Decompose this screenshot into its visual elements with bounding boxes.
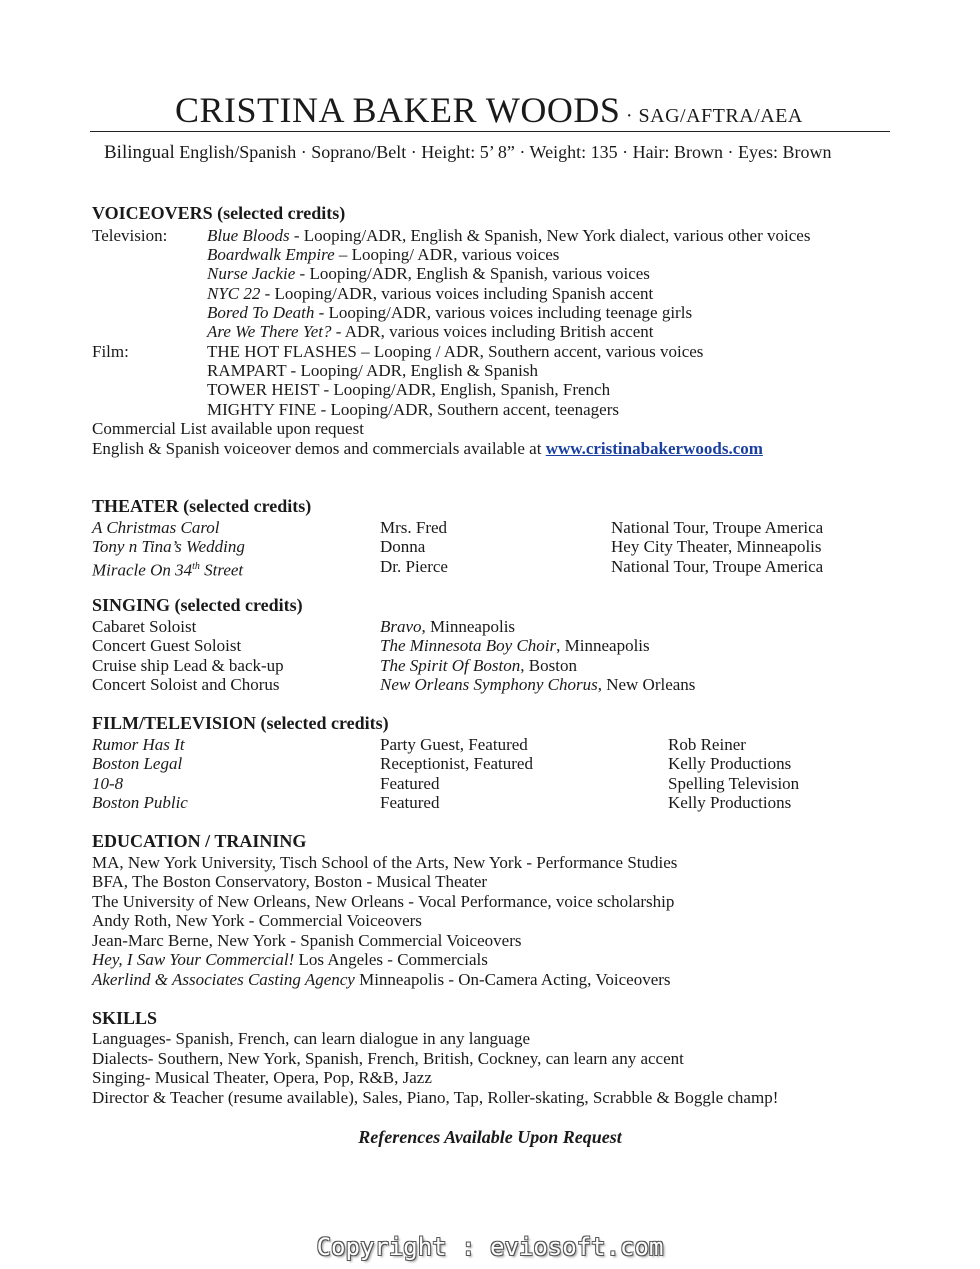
show-title: A Christmas Carol xyxy=(92,518,220,537)
education-item xyxy=(92,872,487,892)
film-credit: MIGHTY FINE - Looping/ADR, Southern accent, teenagers xyxy=(207,400,619,419)
education-text: The University of New Orleans, New Orleans - Vocal Performance, voice scholarship xyxy=(92,892,675,911)
references-note: References Available Upon Request xyxy=(358,1127,622,1147)
tv-desc: - Looping/ADR, various voices including teenage girls xyxy=(314,303,693,322)
title-text: Boston Public xyxy=(92,793,188,812)
education-item xyxy=(92,931,521,951)
singing-venue xyxy=(380,675,695,695)
stats-details: English/Spanish · Soprano/Belt · Height: 5’ 8” · Weight: 135 · Hair: Brown · Eyes: Brown xyxy=(174,142,832,162)
venue-name: New Orleans Symphony Chorus xyxy=(380,675,598,694)
voiceovers-heading: VOICEOVERS (selected credits) xyxy=(92,203,346,223)
education-text: BFA, The Boston Conservatory, Boston - Musical Theater xyxy=(92,872,488,891)
venue-name: The Minnesota Boy Choir xyxy=(380,636,557,655)
education-text: Los Angeles - Commercials xyxy=(294,950,488,969)
title-text: Boston Legal xyxy=(92,754,183,773)
theater-show xyxy=(92,537,245,557)
filmtv-role: Featured xyxy=(380,793,440,812)
tv-title: Bored To Death xyxy=(207,303,315,322)
skill-item: Dialects- Southern, New York, Spanish, French, British, Cockney, can learn any accent xyxy=(92,1049,684,1068)
theater-venue: Hey City Theater, Minneapolis xyxy=(611,537,822,556)
show-title-end: Street xyxy=(199,560,244,580)
theater-heading: THEATER (selected credits) xyxy=(92,496,312,516)
show-title: Tony n Tina’s Wedding xyxy=(92,537,245,556)
theater-role: Donna xyxy=(380,537,426,556)
education-ital: Hey, I Saw Your Commercial! xyxy=(92,950,295,969)
education-item xyxy=(92,970,671,990)
singing-venue xyxy=(380,656,577,676)
tv-title: Blue Bloods xyxy=(207,226,290,245)
header-divider xyxy=(90,131,890,132)
film-credit: TOWER HEIST - Looping/ADR, English, Spanish, French xyxy=(207,380,611,399)
tv-credit xyxy=(207,322,654,342)
website-link[interactable]: www.cristinabakerwoods.com xyxy=(545,439,763,458)
filmtv-title xyxy=(92,774,123,794)
title-text: Rumor Has It xyxy=(92,735,185,754)
education-item xyxy=(92,892,674,912)
title-text: 10-8 xyxy=(92,774,124,793)
filmtv-role: Party Guest, Featured xyxy=(380,735,528,754)
tv-credit xyxy=(207,284,653,304)
venue-name: Bravo xyxy=(380,617,422,636)
tv-title: Nurse Jackie xyxy=(207,264,296,283)
education-item xyxy=(92,950,488,970)
filmtv-director: Rob Reiner xyxy=(668,735,746,754)
theater-role: Dr. Pierce xyxy=(380,557,448,576)
singing-venue xyxy=(380,636,650,656)
education-item xyxy=(92,853,677,873)
education-item xyxy=(92,911,422,931)
tv-credit xyxy=(207,264,650,284)
film-label: Film: xyxy=(92,342,129,361)
education-text: Jean-Marc Berne, New York - Spanish Commercial Voiceovers xyxy=(92,931,522,950)
theater-role: Mrs. Fred xyxy=(380,518,448,537)
skills-heading: SKILLS xyxy=(92,1008,158,1028)
singing-heading: SINGING (selected credits) xyxy=(92,595,303,615)
singing-role: Concert Soloist and Chorus xyxy=(92,675,280,694)
filmtv-role: Receptionist, Featured xyxy=(380,754,533,773)
education-text: MA, New York University, Tisch School of the Arts, New York - Performance Studies xyxy=(92,853,678,872)
tv-credit xyxy=(207,226,810,246)
tv-credit xyxy=(207,245,559,265)
stats-lead: Bilingual xyxy=(104,142,175,163)
filmtv-title xyxy=(92,793,188,813)
show-title: Miracle On 34 xyxy=(92,560,193,580)
education-text: Andy Roth, New York - Commercial Voiceovers xyxy=(92,911,422,930)
singing-role: Cruise ship Lead & back-up xyxy=(92,656,284,675)
theater-show xyxy=(92,518,220,538)
singing-venue xyxy=(380,617,515,637)
education-ital: Akerlind & Associates Casting Agency xyxy=(92,970,355,989)
tv-desc: - ADR, various voices including British accent xyxy=(331,322,654,341)
tv-credit xyxy=(207,303,692,323)
skill-item: Singing- Musical Theater, Opera, Pop, R&B, Jazz xyxy=(92,1068,432,1087)
commercial-note: Commercial List available upon request xyxy=(92,419,364,438)
tv-label: Television: xyxy=(92,226,168,245)
filmtv-role: Featured xyxy=(380,774,440,793)
show-title-sup: th xyxy=(192,561,200,572)
tv-title: Are We There Yet? xyxy=(207,322,332,341)
education-text: Minneapolis - On-Camera Acting, Voiceovers xyxy=(354,970,671,989)
skill-item: Languages- Spanish, French, can learn dialogue in any language xyxy=(92,1029,531,1048)
personal-stats xyxy=(104,141,832,164)
tv-desc: - Looping/ADR, English & Spanish, various voices xyxy=(295,264,650,283)
filmtv-director: Kelly Productions xyxy=(668,754,792,773)
film-credit: THE HOT FLASHES – Looping / ADR, Southern accent, various voices xyxy=(207,342,704,361)
filmtv-title xyxy=(92,754,182,774)
film-credit: RAMPART - Looping/ ADR, English & Spanish xyxy=(207,361,539,380)
education-heading: EDUCATION / TRAINING xyxy=(92,831,307,851)
venue-place: , Minneapolis xyxy=(421,617,516,636)
tv-desc: - Looping/ADR, various voices including Spanish accent xyxy=(260,284,654,303)
theater-venue: National Tour, Troupe America xyxy=(611,518,824,537)
theater-venue: National Tour, Troupe America xyxy=(611,557,824,576)
union-affiliations: · SAG/AFTRA/AEA xyxy=(620,105,803,127)
copyright-watermark: Copyright : eviosoft.com xyxy=(316,1233,664,1261)
tv-title: Boardwalk Empire xyxy=(207,245,335,264)
filmtv-title xyxy=(92,735,185,755)
theater-show xyxy=(92,557,243,580)
venue-name: The Spirit Of Boston xyxy=(380,656,521,675)
tv-desc: - Looping/ADR, English & Spanish, New York dialect, various other voices xyxy=(289,226,811,245)
tv-title: NYC 22 xyxy=(207,284,261,303)
singing-role: Cabaret Soloist xyxy=(92,617,197,636)
filmtv-director: Spelling Television xyxy=(668,774,800,793)
demos-line xyxy=(92,439,763,459)
tv-desc: – Looping/ ADR, various voices xyxy=(334,245,560,264)
skill-item: Director & Teacher (resume available), Sales, Piano, Tap, Roller-skating, Scrabble & Boggle champ! xyxy=(92,1088,779,1107)
filmtv-heading: FILM/TELEVISION (selected credits) xyxy=(92,713,389,733)
filmtv-director: Kelly Productions xyxy=(668,793,792,812)
venue-place: , New Orleans xyxy=(597,675,696,694)
venue-place: , Boston xyxy=(520,656,577,675)
name-text: CRISTINA BAKER WOODS xyxy=(175,90,621,130)
demos-text: English & Spanish voiceover demos and commercials available at xyxy=(92,439,546,458)
singing-role: Concert Guest Soloist xyxy=(92,636,242,655)
venue-place: , Minneapolis xyxy=(556,636,650,655)
